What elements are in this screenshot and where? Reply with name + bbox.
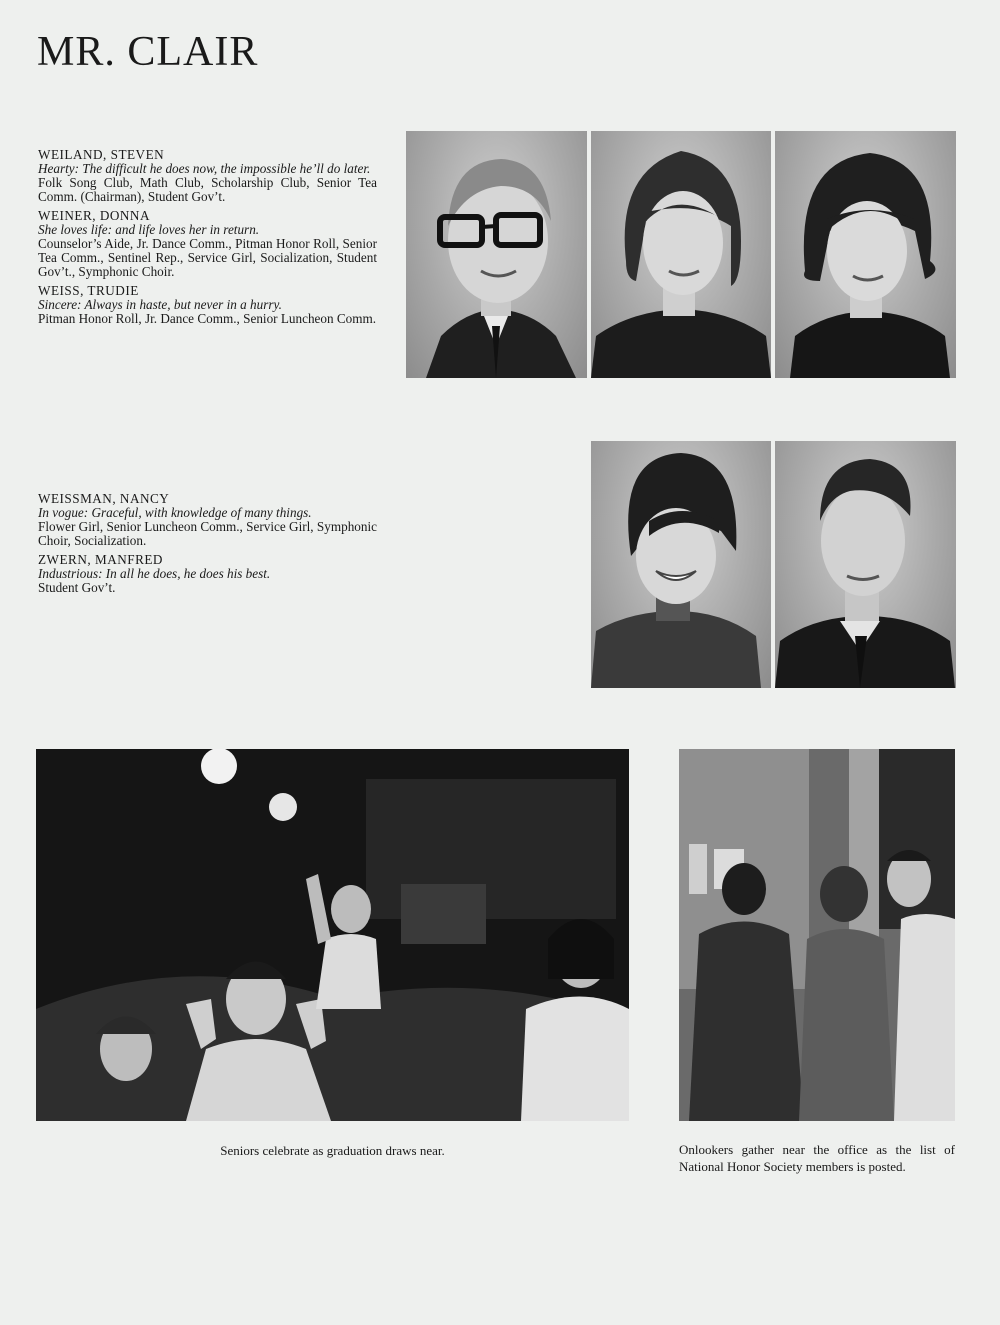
senior-quote: Hearty: The difficult he does now, the impossible he’ll do later.: [38, 161, 371, 176]
portrait-weissman: [591, 441, 771, 688]
senior-quote: Sincere: Always in haste, but never in a hurry.: [38, 297, 282, 312]
senior-activities: Flower Girl, Senior Luncheon Comm., Service Girl, Symphonic Choir, Socialization.: [38, 519, 377, 548]
senior-activities: Student Gov’t.: [38, 580, 116, 595]
portrait-weiner: [591, 131, 771, 378]
senior-activities: Folk Song Club, Math Club, Scholarship Club, Senior Tea Comm. (Chairman), Student Gov’t.: [38, 175, 377, 204]
senior-name: WEISS, TRUDIE: [38, 283, 139, 298]
bio-weiss: [38, 284, 377, 326]
senior-name: WEISSMAN, NANCY: [38, 491, 170, 506]
bio-block-bottom: [38, 492, 377, 600]
caption-cafeteria: Seniors celebrate as graduation draws near.: [220, 1143, 445, 1158]
photo-office: [679, 749, 955, 1121]
bio-block-top: [38, 148, 377, 331]
bio-zwern: [38, 553, 377, 595]
portrait-weiland: [406, 131, 587, 378]
senior-name: ZWERN, MANFRED: [38, 552, 163, 567]
senior-activities: Counselor’s Aide, Jr. Dance Comm., Pitman Honor Roll, Senior Tea Comm., Sentinel Rep., Service Girl, Socialization, Student Gov’t., Symphonic Choir.: [38, 236, 377, 279]
bio-weissman: [38, 492, 377, 548]
senior-quote: In vogue: Graceful, with knowledge of many things.: [38, 505, 312, 520]
senior-name: WEINER, DONNA: [38, 208, 150, 223]
photo-cafeteria: [36, 749, 629, 1121]
senior-name: WEILAND, STEVEN: [38, 147, 165, 162]
senior-quote: Industrious: In all he does, he does his best.: [38, 566, 271, 581]
senior-activities: Pitman Honor Roll, Jr. Dance Comm., Senior Luncheon Comm.: [38, 311, 377, 326]
bio-weiner: [38, 209, 377, 279]
page-title: MR. CLAIR: [37, 29, 259, 75]
portrait-zwern: [775, 441, 956, 688]
caption-office: Onlookers gather near the office as the list of National Honor Society members is posted.: [679, 1142, 955, 1174]
portrait-weiss: [775, 131, 956, 378]
bio-weiland: [38, 148, 377, 204]
senior-quote: She loves life: and life loves her in return.: [38, 222, 260, 237]
